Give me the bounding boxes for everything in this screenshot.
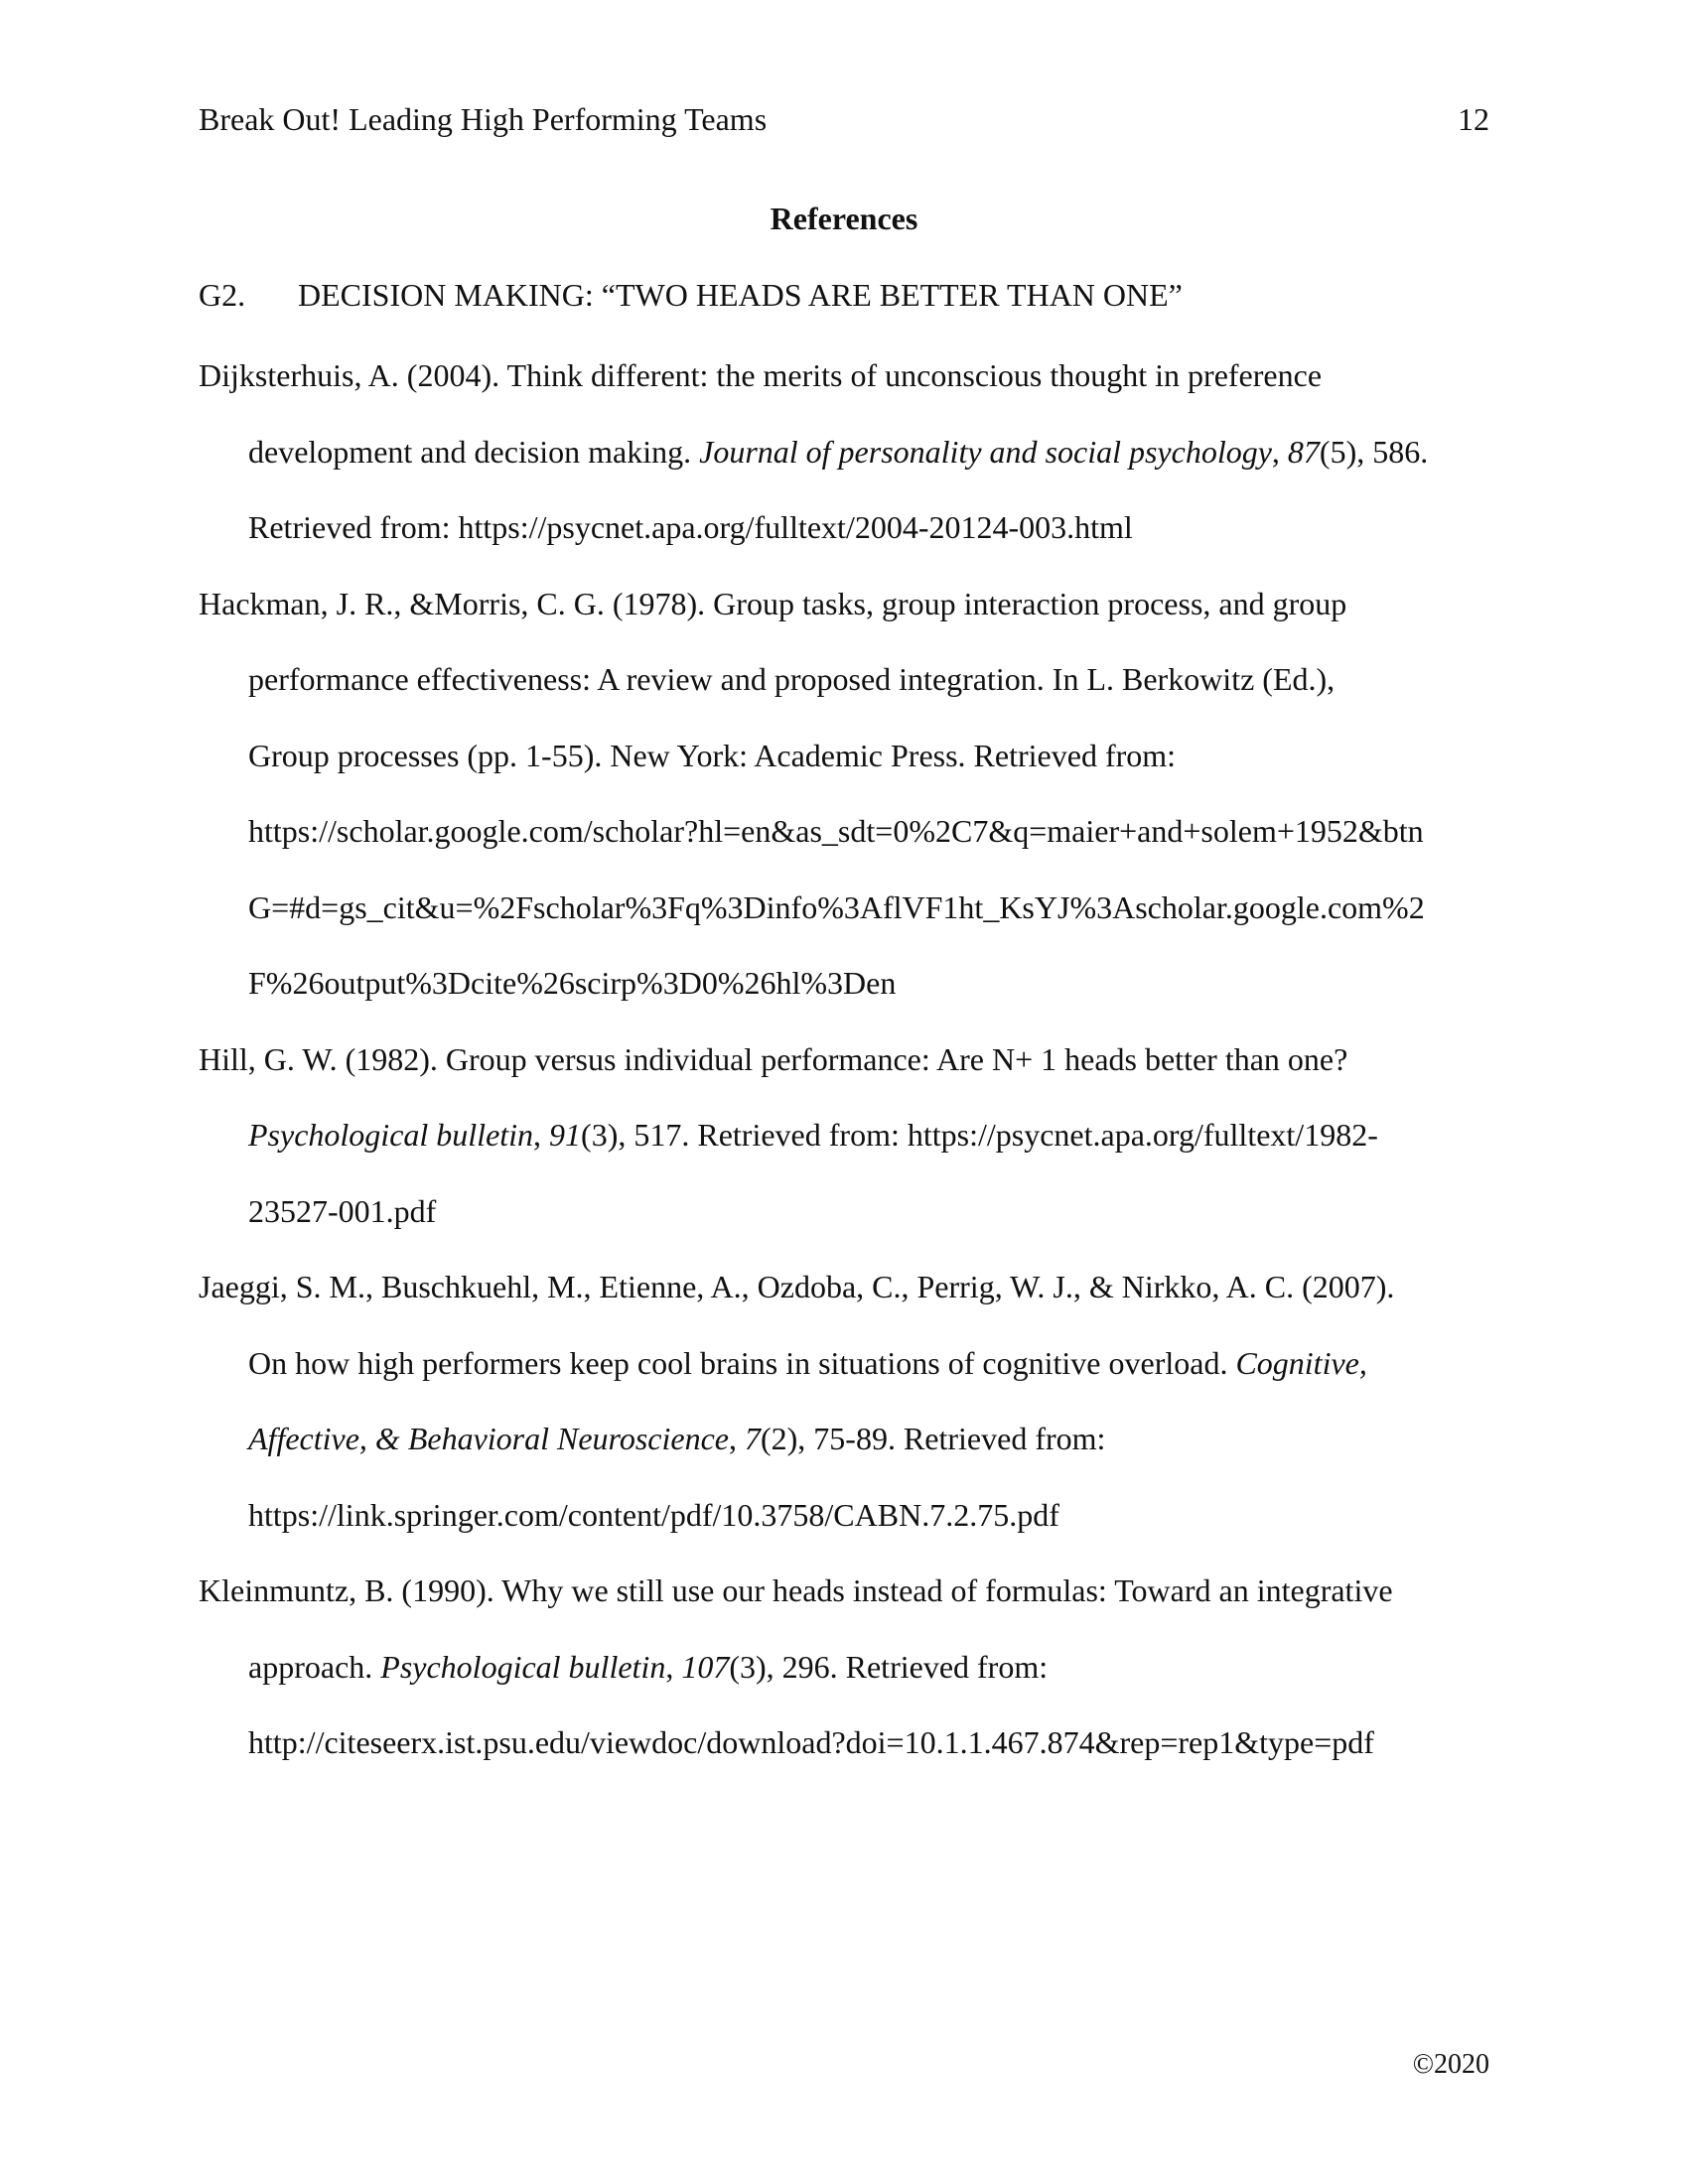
reference-url-line: http://citeseerx.ist.psu.edu/viewdoc/download?doi=10.1.1.467.874&rep=rep1&type=pdf <box>248 1724 1374 1760</box>
reference-line: Hackman, J. R., &Morris, C. G. (1978). Group tasks, group interaction process, and group <box>199 585 1347 621</box>
reference-text: approach. <box>248 1648 381 1685</box>
reference-line: Kleinmuntz, B. (1990). Why we still use our heads instead of formulas: Toward an integrative <box>199 1572 1393 1608</box>
journal-volume: 107 <box>681 1648 730 1685</box>
reference-entry-jaeggi <box>199 1249 1509 1553</box>
reference-line <box>199 1325 1509 1402</box>
reference-line: performance effectiveness: A review and proposed integration. In L. Berkowitz (Ed.), <box>248 661 1336 697</box>
reference-line <box>199 414 1509 490</box>
page-number: 12 <box>1458 101 1489 137</box>
reference-text: (3), 517. Retrieved from: https://psycnet.apa.org/fulltext/1982- <box>581 1117 1378 1153</box>
reference-line <box>199 1097 1509 1173</box>
reference-text: development and decision making. <box>248 433 700 470</box>
page-title: References <box>770 201 918 236</box>
reference-text: (2), 75-89. Retrieved from: <box>760 1421 1106 1456</box>
reference-url-line: 23527-001.pdf <box>248 1192 437 1229</box>
journal-volume: 87 <box>1287 433 1320 470</box>
reference-line: Group processes (pp. 1-55). New York: Academic Press. Retrieved from: <box>248 737 1177 773</box>
reference-entry-dijksterhuis <box>199 338 1509 566</box>
reference-text: On how high performers keep cool brains in situations of cognitive overload. <box>248 1344 1236 1381</box>
reference-url-line: Retrieved from: https://psycnet.apa.org/fulltext/2004-20124-003.html <box>248 509 1133 545</box>
section-number: G2. <box>199 277 246 313</box>
journal-title: Affective, & Behavioral Neuroscience <box>248 1421 729 1456</box>
reference-url-line: F%26output%3Dcite%26scirp%3D0%26hl%3Den <box>248 965 897 1001</box>
reference-line: Hill, G. W. (1982). Group versus individual performance: Are N+ 1 heads better than one? <box>199 1040 1348 1077</box>
copyright-footer: ©2020 <box>1412 2049 1489 2080</box>
reference-text: , <box>728 1421 745 1456</box>
reference-url-line: G=#d=gs_cit&u=%2Fscholar%3Fq%3Dinfo%3AflVF1ht_KsYJ%3Ascholar.google.com%2 <box>248 888 1425 925</box>
reference-entry-kleinmuntz <box>199 1553 1509 1781</box>
section-heading <box>199 275 1183 315</box>
journal-volume: 7 <box>744 1421 761 1456</box>
reference-text: , <box>665 1648 682 1685</box>
reference-url-line: https://scholar.google.com/scholar?hl=en&as_sdt=0%2C7&q=maier+and+solem+1952&btn <box>248 813 1424 849</box>
reference-line: Dijksterhuis, A. (2004). Think different: the merits of unconscious thought in preference <box>199 357 1323 393</box>
reference-line <box>199 1401 1509 1477</box>
reference-entry-hill <box>199 1022 1509 1250</box>
reference-line <box>199 1629 1509 1706</box>
reference-url-line: https://link.springer.com/content/pdf/10.3758/CABN.7.2.75.pdf <box>248 1496 1059 1533</box>
journal-title: Journal of personality and social psychology <box>699 433 1272 470</box>
journal-title: Cognitive, <box>1235 1344 1367 1381</box>
reference-entry-hackman <box>199 566 1509 1022</box>
reference-text: (5), 586. <box>1319 433 1429 470</box>
journal-title: Psychological bulletin <box>380 1648 666 1685</box>
running-header-title: Break Out! Leading High Performing Teams <box>199 101 768 137</box>
reference-text: (3), 296. Retrieved from: <box>729 1648 1049 1685</box>
reference-line: Jaeggi, S. M., Buschkuehl, M., Etienne, A., Ozdoba, C., Perrig, W. J., & Nirkko, A. C. (2007). <box>199 1269 1395 1304</box>
journal-title: Psychological bulletin <box>248 1117 534 1153</box>
reference-list <box>199 338 1509 1781</box>
section-heading-text: DECISION MAKING: “TWO HEADS ARE BETTER THAN ONE” <box>298 277 1183 313</box>
journal-volume: 91 <box>549 1117 582 1153</box>
reference-text: , <box>533 1117 550 1153</box>
reference-text: , <box>1271 433 1288 470</box>
